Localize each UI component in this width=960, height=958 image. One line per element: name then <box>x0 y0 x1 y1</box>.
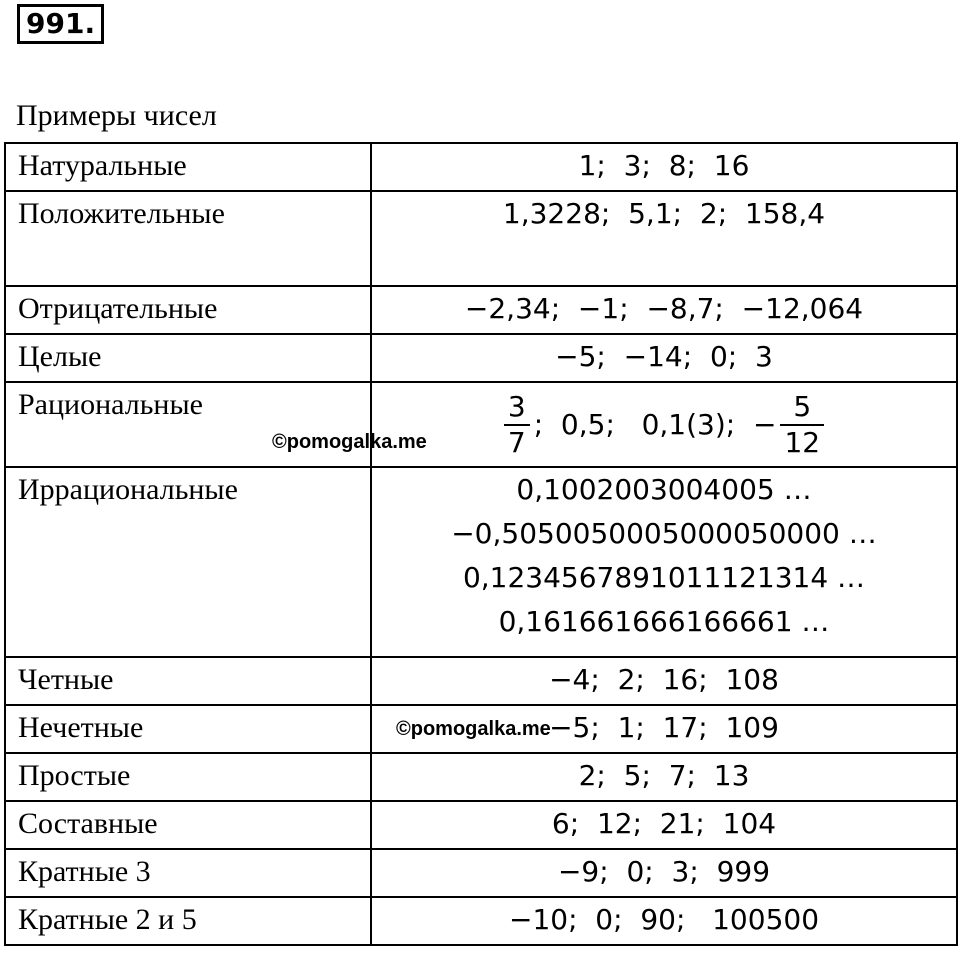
value-line: 0,1234567891011121314 … <box>462 561 866 594</box>
values-cell <box>371 334 957 382</box>
category-cell: Простые <box>5 753 371 801</box>
values-cell <box>371 897 957 945</box>
table-row <box>5 849 957 897</box>
value-line: 2; 5; 7; 13 <box>578 759 750 792</box>
values-cell <box>371 191 957 286</box>
category-cell: Положительные <box>5 191 371 286</box>
values-cell <box>371 467 957 657</box>
fraction-numerator: 3 <box>507 389 526 423</box>
table-row <box>5 382 957 467</box>
values-cell <box>371 657 957 705</box>
category-cell: Иррациональные <box>5 467 371 657</box>
category-label: Рациональные <box>18 388 203 421</box>
category-cell <box>5 382 427 467</box>
category-cell: Кратные 2 и 5 <box>5 897 371 945</box>
table-caption: Примеры чисел <box>16 99 217 132</box>
watermark-text: ©pomogalka.me <box>272 431 427 453</box>
number-examples-table <box>4 142 958 946</box>
value-line: −2,34; −1; −8,7; −12,064 <box>464 292 864 325</box>
rational-values-text: ; 0,5; 0,1(3); − <box>533 407 777 441</box>
category-cell: Нечетные <box>5 705 371 753</box>
value-line: −5; 1; 17; 109 <box>549 711 779 744</box>
value-line: −0,5050050005000050000 … <box>451 517 877 550</box>
category-cell: Натуральные <box>5 143 371 191</box>
table-row <box>5 334 957 382</box>
values-cell <box>371 143 957 191</box>
table-row <box>5 897 957 945</box>
value-line: −5; −14; 0; 3 <box>555 340 773 373</box>
fraction-three-sevenths <box>504 390 530 460</box>
values-cell <box>371 286 957 334</box>
values-cell <box>371 382 957 467</box>
values-cell <box>371 849 957 897</box>
category-cell: Отрицательные <box>5 286 371 334</box>
fraction-denominator: 12 <box>780 424 824 460</box>
value-line: 1,3228; 5,1; 2; 158,4 <box>502 197 826 230</box>
category-cell: Кратные 3 <box>5 849 371 897</box>
values-cell <box>371 753 957 801</box>
value-line: 6; 12; 21; 104 <box>551 807 777 840</box>
fraction-denominator: 7 <box>504 424 530 460</box>
value-line: 0,161661666166661 … <box>498 605 830 638</box>
value-line: −9; 0; 3; 999 <box>557 855 771 888</box>
table-row <box>5 143 957 191</box>
value-line: 0,1002003004005 … <box>516 473 812 506</box>
table-row <box>5 705 957 753</box>
fraction-numerator: 5 <box>793 389 812 423</box>
watermark-text: ©pomogalka.me <box>396 718 551 740</box>
category-cell: Четные <box>5 657 371 705</box>
values-cell <box>371 705 957 753</box>
value-line: 1; 3; 8; 16 <box>578 149 750 182</box>
table-row <box>5 467 957 657</box>
table-row <box>5 657 957 705</box>
category-cell: Составные <box>5 801 371 849</box>
category-cell: Целые <box>5 334 371 382</box>
values-cell <box>371 801 957 849</box>
value-line: −10; 0; 90; 100500 <box>508 903 820 936</box>
task-number: 991. <box>17 4 104 44</box>
fraction-five-twelfths <box>780 390 824 460</box>
table-row <box>5 286 957 334</box>
value-line: −4; 2; 16; 108 <box>549 663 779 696</box>
table-row <box>5 801 957 849</box>
table-row <box>5 191 957 286</box>
table-row <box>5 753 957 801</box>
